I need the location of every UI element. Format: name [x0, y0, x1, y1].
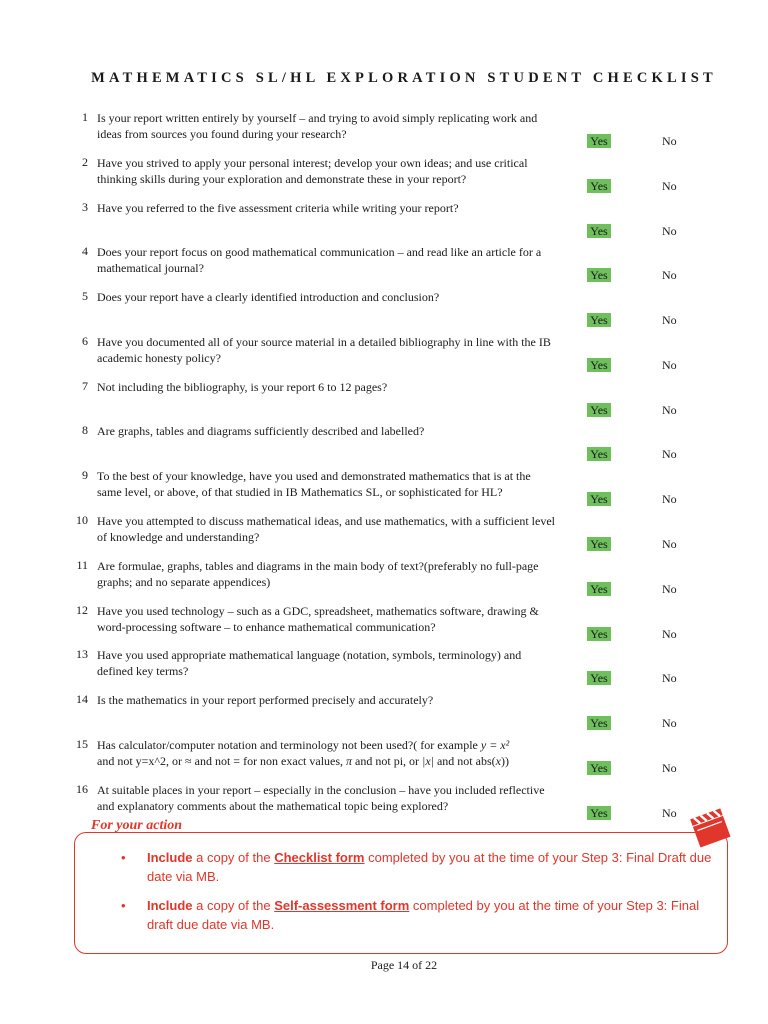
yes-option[interactable]: Yes: [587, 806, 611, 820]
q15-math-b: π: [346, 754, 353, 768]
yes-option[interactable]: Yes: [587, 492, 611, 506]
item-number: 15: [76, 737, 88, 751]
checklist-item: [0, 513, 768, 557]
action-heading: For your action: [91, 818, 183, 833]
yes-option[interactable]: Yes: [587, 268, 611, 282]
page-number: Page 14 of 22: [370, 958, 438, 972]
item-question: Not including the bibliography, is your report 6 to 12 pages?: [97, 380, 388, 394]
item-question: Does your report focus on good mathematical communication – and read like an article for a mathematical journal?: [97, 245, 542, 275]
item-number: 8: [82, 423, 88, 437]
item-number: 10: [76, 513, 88, 527]
item-number: 4: [82, 244, 88, 258]
bullet-lead: Include: [147, 898, 193, 913]
bullet-post: completed by you at the time of your Step 3: Final Draft due date via MB.: [147, 850, 712, 884]
checklist-item: [0, 558, 768, 602]
checklist-item: [0, 289, 768, 333]
yes-option[interactable]: Yes: [587, 671, 611, 685]
q15-text-b: and not y=x^2, or ≈ and not = for non exact values,: [97, 754, 347, 768]
bullet-dot: •: [121, 898, 126, 913]
item-number: 1: [82, 110, 88, 124]
item-number: 2: [82, 155, 88, 169]
checklist-item: [0, 200, 768, 244]
yes-option[interactable]: Yes: [587, 313, 611, 327]
no-option[interactable]: No: [662, 716, 677, 730]
item-question: Is your report written entirely by yourself – and trying to avoid simply replicating work and ideas from sources you found during your research?: [97, 111, 538, 141]
checklist-item: [0, 155, 768, 199]
item-question: Have you used appropriate mathematical language (notation, symbols, terminology) and defined key terms?: [97, 648, 522, 678]
no-option[interactable]: No: [662, 358, 677, 372]
no-option[interactable]: No: [662, 403, 677, 417]
q15-text-d: and not abs(: [433, 754, 496, 768]
yes-option[interactable]: Yes: [587, 627, 611, 641]
no-option[interactable]: No: [662, 582, 677, 596]
item-question: [97, 737, 557, 769]
no-option[interactable]: No: [662, 224, 677, 238]
yes-option[interactable]: Yes: [587, 447, 611, 461]
item-question: To the best of your knowledge, have you used and demonstrated mathematics that is at the same level, or above, of that studied in IB Mathematics SL, or sophisticated for HL?: [97, 469, 531, 499]
self-assessment-form-link[interactable]: Self-assessment form: [274, 898, 410, 913]
no-option[interactable]: No: [662, 268, 677, 282]
item-number: 12: [76, 603, 88, 617]
bullet-pre: a copy of the: [192, 898, 275, 913]
checklist-item: [0, 423, 768, 467]
checklist-form-link[interactable]: Checklist form: [274, 850, 365, 865]
no-option[interactable]: No: [662, 806, 677, 820]
no-option[interactable]: No: [662, 537, 677, 551]
item-question: Have you documented all of your source material in a detailed bibliography in line with the IB academic honesty policy?: [97, 335, 551, 365]
no-option[interactable]: No: [662, 134, 677, 148]
item-number: 9: [82, 468, 88, 482]
item-question: Have you referred to the five assessment criteria while writing your report?: [97, 201, 459, 215]
item-question: Have you strived to apply your personal interest; develop your own ideas; and use critical thinking skills during your exploration and demonstrate these in your report?: [97, 156, 528, 186]
item-question: Have you attempted to discuss mathematical ideas, and use mathematics, with a sufficient level of knowledge and understanding?: [97, 514, 555, 544]
checklist-item: [0, 692, 768, 736]
bullet-post: completed by you at the time of your Step 3: Final draft due date via MB.: [147, 898, 700, 932]
item-question: Have you used technology – such as a GDC, spreadsheet, mathematics software, drawing & word-processing software – to enhance mathematical communication?: [97, 604, 539, 634]
yes-option[interactable]: Yes: [587, 134, 611, 148]
q15-text-a: Has calculator/computer notation and terminology not been used?( for example: [97, 738, 481, 752]
q15-math-a: y = x²: [480, 738, 510, 752]
no-option[interactable]: No: [662, 761, 677, 775]
item-question: Are formulae, graphs, tables and diagrams in the main body of text?(preferably no full-page graphs; and no separate appendices): [97, 559, 539, 589]
no-option[interactable]: No: [662, 492, 677, 506]
q15-math-d: x: [495, 754, 501, 768]
q15-text-c: and not pi, or: [352, 754, 423, 768]
checklist-item: [0, 647, 768, 691]
q15-text-e: )): [500, 754, 509, 768]
yes-option[interactable]: Yes: [587, 537, 611, 551]
page-title: MATHEMATICS SL/HL EXPLORATION STUDENT CHECKLIST: [91, 70, 717, 86]
item-number: 3: [82, 200, 88, 214]
item-number: 11: [76, 558, 88, 572]
bullet-pre: a copy of the: [192, 850, 275, 865]
yes-option[interactable]: Yes: [587, 179, 611, 193]
item-number: 5: [82, 289, 88, 303]
yes-option[interactable]: Yes: [587, 224, 611, 238]
yes-option[interactable]: Yes: [587, 403, 611, 417]
item-question: Are graphs, tables and diagrams sufficiently described and labelled?: [97, 424, 425, 438]
checklist-item: [0, 379, 768, 423]
no-option[interactable]: No: [662, 313, 677, 327]
item-number: 13: [76, 647, 88, 661]
no-option[interactable]: No: [662, 627, 677, 641]
yes-option[interactable]: Yes: [587, 761, 611, 775]
yes-option[interactable]: Yes: [587, 582, 611, 596]
item-question: Is the mathematics in your report performed precisely and accurately?: [97, 693, 434, 707]
yes-option[interactable]: Yes: [587, 358, 611, 372]
clapperboard-icon: [688, 805, 732, 849]
checklist-item: [0, 737, 768, 781]
checklist-item: [0, 244, 768, 288]
checklist-item: [0, 334, 768, 378]
bullet-lead: Include: [147, 850, 193, 865]
bullet-dot: •: [121, 850, 126, 865]
checklist-item: [0, 603, 768, 647]
checklist-item: [0, 110, 768, 154]
no-option[interactable]: No: [662, 179, 677, 193]
no-option[interactable]: No: [662, 447, 677, 461]
checklist-item: [0, 468, 768, 512]
item-question: Does your report have a clearly identified introduction and conclusion?: [97, 290, 440, 304]
item-number: 14: [76, 692, 88, 706]
q15-math-c: |x|: [422, 754, 434, 768]
item-question: At suitable places in your report – especially in the conclusion – have you included reflective and explanatory comments about the mathematical topic being explored?: [97, 783, 545, 813]
item-number: 7: [82, 379, 88, 393]
item-number: 6: [82, 334, 88, 348]
item-number: 16: [76, 782, 88, 796]
yes-option[interactable]: Yes: [587, 716, 611, 730]
no-option[interactable]: No: [662, 671, 677, 685]
